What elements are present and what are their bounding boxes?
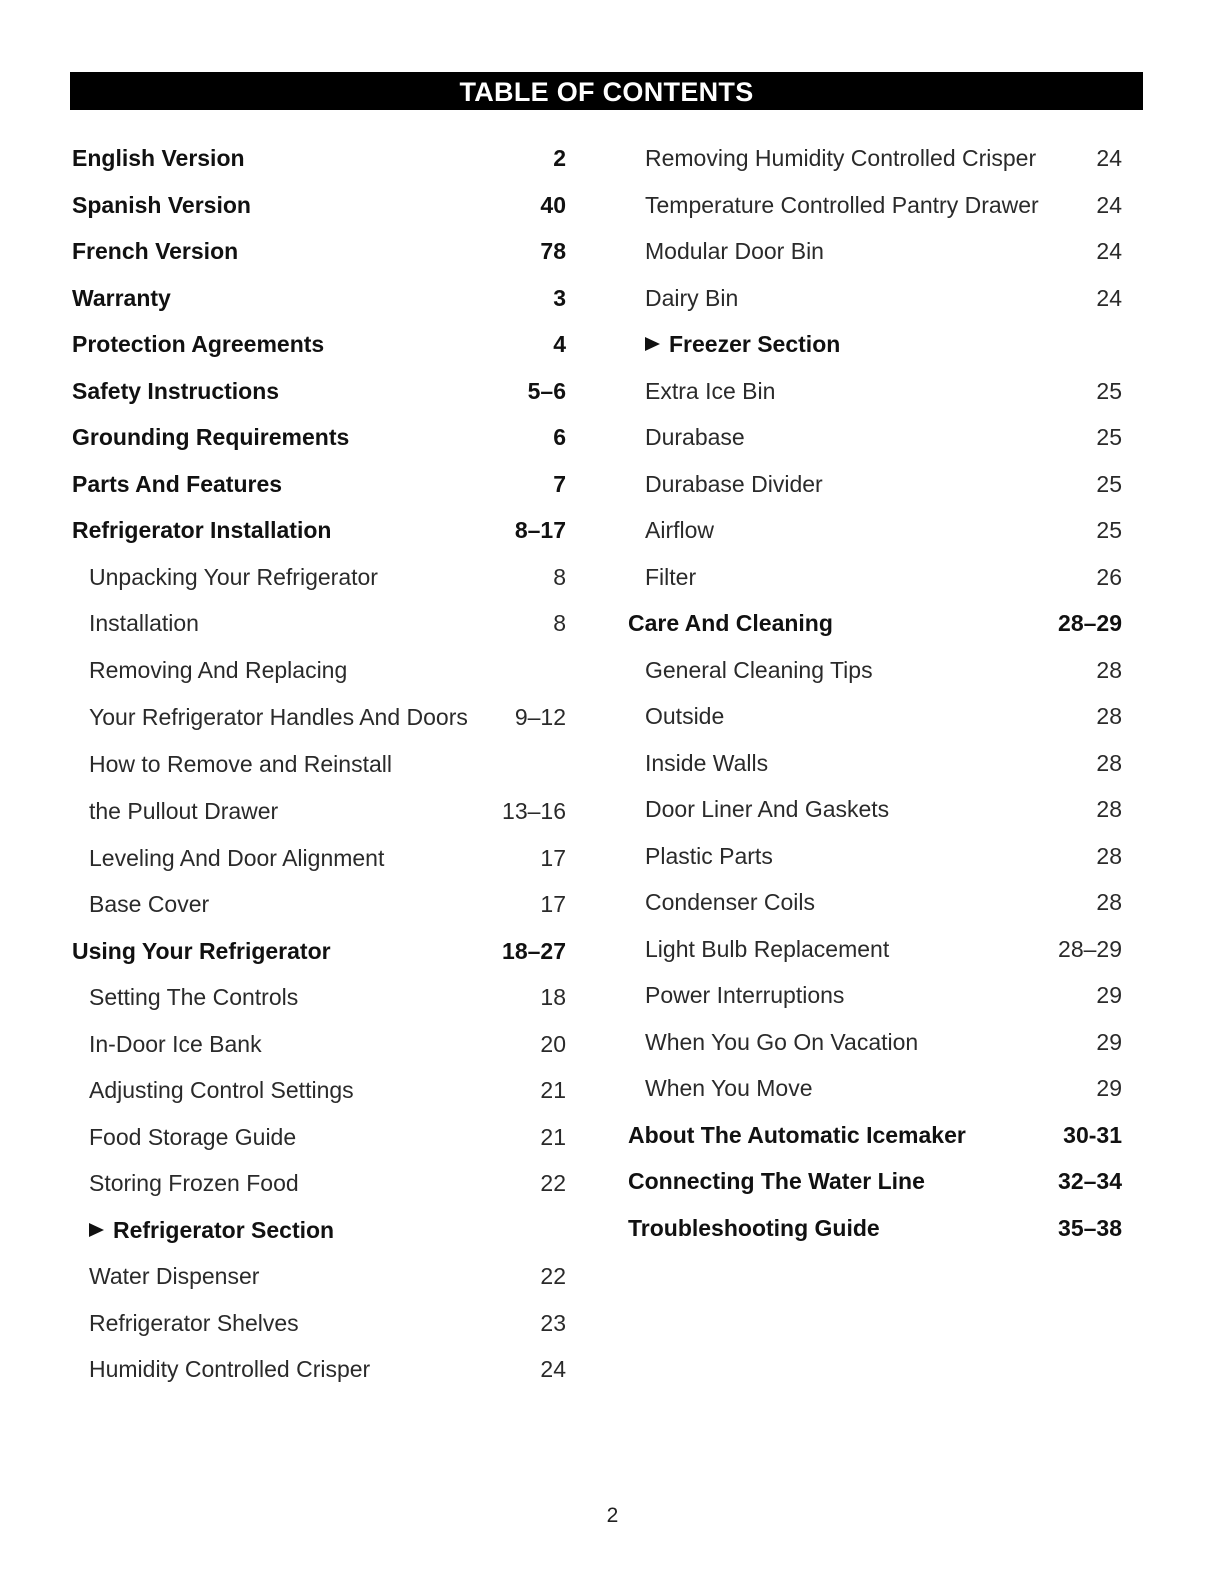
toc-entry-removing-and-replacing-your-refrigerator-handles-and-doors[interactable] bbox=[72, 656, 566, 732]
toc-entry-page: 17 bbox=[540, 891, 566, 917]
toc-entry-title: Setting The Controls bbox=[89, 984, 299, 1010]
toc-entry-title: Unpacking Your Refrigerator bbox=[89, 563, 378, 590]
toc-entry-page: 28 bbox=[1096, 656, 1122, 683]
toc-entry-page: 28 bbox=[1096, 796, 1122, 822]
toc-entry-title: Leveling And Door Alignment bbox=[89, 844, 385, 871]
toc-entry-modular-door-bin[interactable] bbox=[628, 237, 1122, 266]
toc-entry-safety-instructions[interactable] bbox=[72, 377, 566, 406]
toc-entry-page: 28–29 bbox=[1058, 935, 1122, 962]
toc-entry-page: 6 bbox=[553, 424, 566, 450]
toc-entry-title: Spanish Version bbox=[72, 191, 251, 218]
toc-entry-page: 28–29 bbox=[1058, 610, 1122, 636]
toc-entry-page: 8 bbox=[553, 610, 566, 636]
toc-entry-page: 24 bbox=[1096, 145, 1122, 171]
toc-entry-title: Filter bbox=[645, 563, 697, 590]
toc-entry-page: 23 bbox=[540, 1309, 566, 1336]
section-arrow-icon bbox=[89, 1223, 104, 1237]
toc-entry-french-version[interactable] bbox=[72, 237, 566, 266]
toc-entry-page: 35–38 bbox=[1058, 1214, 1122, 1241]
toc-entry-page: 25 bbox=[1096, 470, 1122, 497]
toc-entry-page: 21 bbox=[540, 1077, 566, 1103]
toc-entry-title: Refrigerator Installation bbox=[72, 517, 332, 543]
toc-entry-parts-and-features[interactable] bbox=[72, 470, 566, 499]
toc-entry-title: Grounding Requirements bbox=[72, 424, 350, 450]
toc-entry-page: 29 bbox=[1096, 1028, 1122, 1055]
toc-entry-page: 29 bbox=[1096, 1075, 1122, 1101]
toc-entry-title: About The Automatic Icemaker bbox=[628, 1121, 966, 1148]
toc-entry-page: 18–27 bbox=[502, 937, 566, 964]
toc-entry-how-to-remove-and-reinstall-the-pullout-drawer[interactable] bbox=[72, 750, 566, 826]
toc-entry-care-and-cleaning[interactable] bbox=[628, 609, 1122, 638]
toc-entry-page: 28 bbox=[1096, 889, 1122, 915]
toc-entry-storing-frozen-food[interactable] bbox=[72, 1169, 566, 1198]
toc-entry-title: Base Cover bbox=[89, 891, 210, 917]
toc-entry-leveling-and-door-alignment[interactable] bbox=[72, 844, 566, 873]
toc-entry-title: Dairy Bin bbox=[645, 284, 739, 311]
toc-entry-plastic-parts[interactable] bbox=[628, 842, 1122, 871]
toc-entry-page: 40 bbox=[540, 191, 566, 218]
toc-entry-title: Care And Cleaning bbox=[628, 610, 833, 636]
toc-entry-title: Water Dispenser bbox=[89, 1263, 260, 1289]
toc-entry-page: 28 bbox=[1096, 842, 1122, 869]
toc-entry-title: Connecting The Water Line bbox=[628, 1168, 925, 1194]
toc-right-column bbox=[628, 134, 1122, 1243]
toc-entry-title: Extra Ice Bin bbox=[645, 377, 776, 404]
toc-entry-durabase-divider[interactable] bbox=[628, 470, 1122, 499]
toc-entry-light-bulb-replacement[interactable] bbox=[628, 935, 1122, 964]
toc-entry-title: French Version bbox=[72, 238, 239, 264]
toc-entry-durabase[interactable] bbox=[628, 423, 1122, 452]
toc-entry-title: English Version bbox=[72, 145, 245, 171]
toc-entry-setting-the-controls[interactable] bbox=[72, 983, 566, 1012]
toc-entry-title: Storing Frozen Food bbox=[89, 1170, 299, 1196]
toc-entry-title: Modular Door Bin bbox=[645, 238, 824, 264]
toc-entry-when-you-go-on-vacation[interactable] bbox=[628, 1028, 1122, 1057]
toc-entry-title: Condenser Coils bbox=[645, 889, 816, 915]
toc-entry-title: Durabase Divider bbox=[645, 470, 823, 497]
toc-entry-title: Power Interruptions bbox=[645, 982, 845, 1008]
toc-entry-food-storage-guide[interactable] bbox=[72, 1123, 566, 1152]
toc-entry-freezer-section[interactable] bbox=[628, 330, 1122, 359]
toc-entry-page: 22 bbox=[540, 1263, 566, 1289]
toc-entry-page: 2 bbox=[553, 145, 566, 171]
toc-entry-filter[interactable] bbox=[628, 563, 1122, 592]
toc-entry-page: 24 bbox=[1096, 191, 1122, 218]
toc-entry-dairy-bin[interactable] bbox=[628, 284, 1122, 313]
toc-entry-title: Humidity Controlled Crisper bbox=[89, 1356, 371, 1382]
toc-entry-refrigerator-section[interactable] bbox=[72, 1216, 566, 1245]
toc-entry-refrigerator-installation[interactable] bbox=[72, 516, 566, 545]
toc-entry-page: 20 bbox=[540, 1030, 566, 1057]
toc-entry-page: 8–17 bbox=[514, 517, 566, 543]
toc-entry-outside[interactable] bbox=[628, 702, 1122, 731]
toc-entry-title: Safety Instructions bbox=[72, 377, 280, 404]
toc-entry-english-version[interactable] bbox=[72, 144, 566, 173]
toc-entry-warranty[interactable] bbox=[72, 284, 566, 313]
toc-entry-page: 30-31 bbox=[1063, 1121, 1122, 1148]
toc-entry-title: Food Storage Guide bbox=[89, 1123, 297, 1150]
toc-entry-title: Door Liner And Gaskets bbox=[645, 796, 890, 822]
toc-entry-humidity-controlled-crisper[interactable] bbox=[72, 1355, 566, 1384]
toc-entry-title: Removing And Replacing bbox=[89, 656, 348, 683]
toc-entry-page: 18 bbox=[540, 984, 566, 1010]
toc-entry-title: Troubleshooting Guide bbox=[628, 1214, 880, 1241]
toc-entry-title: Your Refrigerator Handles And Doors bbox=[89, 703, 468, 730]
toc-entry-title: General Cleaning Tips bbox=[645, 656, 873, 683]
toc-entry-when-you-move[interactable] bbox=[628, 1074, 1122, 1103]
toc-entry-page: 7 bbox=[553, 470, 566, 497]
toc-entry-page: 22 bbox=[540, 1170, 566, 1196]
section-arrow-icon bbox=[645, 337, 660, 351]
toc-entry-page: 28 bbox=[1096, 749, 1122, 776]
toc-entry-protection-agreements[interactable] bbox=[72, 330, 566, 359]
toc-entry-page: 4 bbox=[553, 331, 566, 357]
toc-entry-connecting-the-water-line[interactable] bbox=[628, 1167, 1122, 1196]
toc-entry-title: Adjusting Control Settings bbox=[89, 1077, 354, 1103]
toc-entry-title: When You Move bbox=[645, 1075, 813, 1101]
toc-entry-spanish-version[interactable] bbox=[72, 191, 566, 220]
toc-entry-page: 17 bbox=[540, 844, 566, 871]
toc-entry-title: Inside Walls bbox=[645, 749, 769, 776]
toc-entry-title: In-Door Ice Bank bbox=[89, 1030, 262, 1057]
toc-entry-power-interruptions[interactable] bbox=[628, 981, 1122, 1010]
toc-entry-refrigerator-shelves[interactable] bbox=[72, 1309, 566, 1338]
toc-entry-page: 13–16 bbox=[502, 797, 566, 824]
toc-entry-title: Refrigerator Shelves bbox=[89, 1309, 299, 1336]
toc-entry-airflow[interactable] bbox=[628, 516, 1122, 545]
toc-entry-unpacking-your-refrigerator[interactable] bbox=[72, 563, 566, 592]
toc-entry-title: Protection Agreements bbox=[72, 331, 325, 357]
toc-entry-using-your-refrigerator[interactable] bbox=[72, 937, 566, 966]
toc-entry-title: Airflow bbox=[645, 517, 715, 543]
toc-entry-title: Freezer Section bbox=[669, 331, 841, 357]
toc-entry-title: Temperature Controlled Pantry Drawer bbox=[645, 191, 1039, 218]
toc-entry-title: Installation bbox=[89, 610, 199, 636]
toc-entry-title: Outside bbox=[645, 703, 725, 729]
toc-entry-in-door-ice-bank[interactable] bbox=[72, 1030, 566, 1059]
page-number: 2 bbox=[606, 1504, 619, 1527]
toc-entry-page: 28 bbox=[1096, 703, 1122, 729]
toc-entry-general-cleaning-tips[interactable] bbox=[628, 656, 1122, 685]
toc-entry-installation[interactable] bbox=[72, 609, 566, 638]
toc-entry-title: Parts And Features bbox=[72, 470, 283, 497]
toc-entry-door-liner-and-gaskets[interactable] bbox=[628, 795, 1122, 824]
toc-entry-page: 25 bbox=[1096, 424, 1122, 450]
toc-entry-about-the-automatic-icemaker[interactable] bbox=[628, 1121, 1122, 1150]
toc-entry-page: 21 bbox=[540, 1123, 566, 1150]
toc-entry-title: Light Bulb Replacement bbox=[645, 935, 890, 962]
toc-entry-title: When You Go On Vacation bbox=[645, 1028, 919, 1055]
toc-entry-grounding-requirements[interactable] bbox=[72, 423, 566, 452]
toc-entry-title: Using Your Refrigerator bbox=[72, 937, 331, 964]
toc-entry-title: Plastic Parts bbox=[645, 842, 773, 869]
toc-entry-page: 24 bbox=[1096, 284, 1122, 311]
toc-entry-page: 29 bbox=[1096, 982, 1122, 1008]
page-title: TABLE OF CONTENTS bbox=[70, 72, 1143, 110]
toc-entry-temperature-controlled-pantry-drawer[interactable] bbox=[628, 191, 1122, 220]
toc-entry-page: 8 bbox=[553, 563, 566, 590]
toc-entry-condenser-coils[interactable] bbox=[628, 888, 1122, 917]
toc-entry-page: 25 bbox=[1096, 517, 1122, 543]
toc-entry-title: Durabase bbox=[645, 424, 745, 450]
toc-entry-adjusting-control-settings[interactable] bbox=[72, 1076, 566, 1105]
toc-entry-inside-walls[interactable] bbox=[628, 749, 1122, 778]
toc-entry-page: 25 bbox=[1096, 377, 1122, 404]
toc-entry-page: 78 bbox=[540, 238, 566, 264]
toc-entry-water-dispenser[interactable] bbox=[72, 1262, 566, 1291]
toc-entry-title: the Pullout Drawer bbox=[89, 797, 279, 824]
toc-entry-removing-humidity-controlled-crisper[interactable] bbox=[628, 144, 1122, 173]
toc-entry-page: 24 bbox=[540, 1356, 566, 1382]
toc-entry-page: 9–12 bbox=[514, 703, 566, 730]
toc-entry-title: Removing Humidity Controlled Crisper bbox=[645, 145, 1037, 171]
toc-left-column bbox=[72, 134, 566, 1384]
toc-entry-troubleshooting-guide[interactable] bbox=[628, 1214, 1122, 1243]
toc-entry-title: Warranty bbox=[72, 284, 171, 311]
toc-entry-base-cover[interactable] bbox=[72, 890, 566, 919]
toc-entry-extra-ice-bin[interactable] bbox=[628, 377, 1122, 406]
toc-entry-page: 24 bbox=[1096, 238, 1122, 264]
toc-entry-page: 26 bbox=[1096, 563, 1122, 590]
toc-entry-page: 3 bbox=[553, 284, 566, 311]
toc-entry-page: 5–6 bbox=[527, 377, 566, 404]
toc-entry-title: Refrigerator Section bbox=[113, 1216, 335, 1243]
toc-entry-page: 32–34 bbox=[1058, 1168, 1122, 1194]
toc-entry-title: How to Remove and Reinstall bbox=[89, 750, 392, 777]
